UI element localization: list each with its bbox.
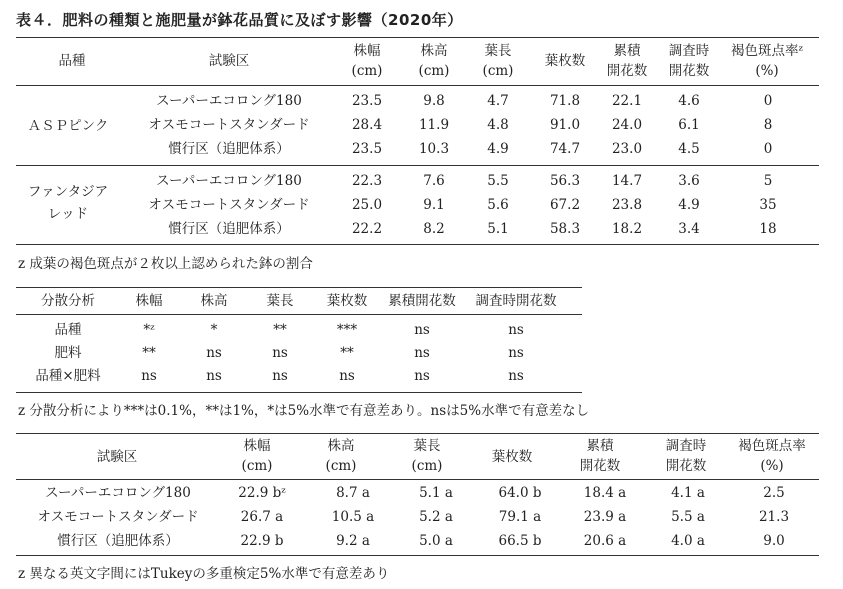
table2-value-cell: ns [272, 345, 288, 361]
table3-header-rule [16, 479, 819, 480]
table1-value-cell: 67.2 [549, 197, 581, 213]
table1-header-cell: 葉枚数 [544, 53, 586, 69]
table1-header-cell: 品種 [58, 53, 86, 69]
table1-value-cell: 18.2 [611, 221, 643, 237]
table1-value-cell: 23.8 [611, 197, 643, 213]
table2-factor-cell: 品種 [54, 322, 82, 338]
table3-value-cell: 10.5 a [331, 509, 375, 525]
table2-value-cell: *** [336, 322, 358, 338]
table1-value-cell: 4.7 [487, 93, 509, 109]
table2-header-cell: 累積開花数 [388, 293, 456, 309]
table2-factor-cell: 品種×肥料 [35, 368, 101, 384]
table1-header-cell: 累積 開花数 [606, 43, 648, 79]
table3-header-cell: 褐色斑点率 (%) [738, 438, 806, 474]
table2-value-cell: ns [414, 345, 430, 361]
table2-value-cell: ** [273, 322, 287, 338]
table2-factor-cell: 肥料 [54, 345, 82, 361]
table1-note: z 成葉の褐色斑点が２枚以上認められた鉢の割合 [18, 256, 313, 272]
table2-value-cell: ** [340, 345, 354, 361]
table3-header-cell: 葉長 (cm) [411, 438, 443, 474]
table3-value-cell: 79.1 a [498, 509, 542, 525]
table1-value-cell: 74.7 [549, 141, 581, 157]
table3-value-cell: 4.0 a [671, 533, 705, 549]
table1-bottom-rule [16, 244, 819, 245]
table1-value-cell: 23.5 [351, 93, 383, 109]
table2-value-cell: ns [414, 368, 430, 384]
table2-top-rule [16, 287, 582, 288]
table1-value-cell: 3.6 [678, 173, 700, 189]
table3-value-cell: 20.6 a [583, 533, 627, 549]
table1-value-cell: 8.2 [423, 221, 445, 237]
table2-value-cell: ns [339, 368, 355, 384]
table1-value-cell: 5.1 [487, 221, 509, 237]
table3-value-cell: 64.0 b [498, 485, 542, 501]
table1-value-cell: 3.4 [678, 221, 700, 237]
table3-bottom-rule [16, 555, 819, 556]
table2-value-cell: ns [508, 345, 524, 361]
table2-value-cell: * [210, 322, 218, 338]
table1-value-cell: 24.0 [611, 117, 643, 133]
table3-value-cell: 9.0 [763, 533, 785, 549]
table2-header-cell: 葉長 [266, 293, 294, 309]
table2-note: z 分散分析により***は0.1%，**は1%，*は5%水準で有意差あり。nsは5%水準で有意差なし [18, 403, 590, 419]
table1-value-cell: 9.8 [423, 93, 445, 109]
table2-header-cell: 調査時開花数 [475, 293, 557, 309]
table1-header-cell: 葉長 (cm) [482, 43, 514, 79]
table1-variety-label: ＡＳＰピンク [27, 118, 109, 134]
table2-header-cell: 葉枚数 [326, 293, 368, 309]
table1-header-cell: 試験区 [208, 53, 250, 69]
table2-value-cell: ns [141, 368, 157, 384]
table1-value-cell: 22.3 [351, 173, 383, 189]
table3-header-cell: 株幅 (cm) [241, 438, 273, 474]
table1-treatment-cell: スーパーエコロング180 [156, 93, 302, 109]
table1-value-cell: 35 [759, 197, 777, 213]
table2-value-cell: ** [142, 345, 156, 361]
table1-value-cell: 58.3 [549, 221, 581, 237]
table-title: 表４．肥料の種類と施肥量が鉢花品質に及ぼす影響（2020年） [16, 11, 463, 29]
table3-value-cell: 18.4 a [583, 485, 627, 501]
table1-value-cell: 5 [763, 173, 773, 189]
table2-header-rule [16, 314, 582, 315]
table3-value-cell: 5.2 a [419, 509, 453, 525]
table3-value-cell: 5.0 a [419, 533, 453, 549]
table1-value-cell: 4.9 [487, 141, 509, 157]
table1-value-cell: 4.5 [678, 141, 700, 157]
table1-group-rule [16, 165, 819, 166]
table3-treatment-cell: オスモコートスタンダード [37, 509, 199, 525]
table1-value-cell: 4.8 [487, 117, 509, 133]
table3-value-cell: 22.9 bᶻ [238, 485, 286, 501]
table1-value-cell: 22.2 [351, 221, 383, 237]
table3-value-cell: 4.1 a [671, 485, 705, 501]
table1-treatment-cell: 慣行区（追肥体系） [168, 141, 290, 157]
table1-value-cell: 25.0 [351, 197, 383, 213]
table3-value-cell: 23.9 a [583, 509, 627, 525]
table1-value-cell: 14.7 [611, 173, 643, 189]
table1-treatment-cell: 慣行区（追肥体系） [168, 221, 290, 237]
table1-treatment-cell: スーパーエコロング180 [156, 173, 302, 189]
table3-header-cell: 株高 (cm) [325, 438, 357, 474]
table1-value-cell: 22.1 [611, 93, 643, 109]
table3-value-cell: 8.7 a [336, 485, 370, 501]
table3-value-cell: 9.2 a [336, 533, 370, 549]
table3-treatment-cell: スーパーエコロング180 [45, 485, 191, 501]
table1-value-cell: 28.4 [351, 117, 383, 133]
table3-value-cell: 5.5 a [671, 509, 705, 525]
table2-value-cell: ns [206, 345, 222, 361]
table1-value-cell: 7.6 [423, 173, 445, 189]
table3-header-cell: 試験区 [96, 449, 138, 465]
table2-value-cell: ns [206, 368, 222, 384]
table2-value-cell: *ᶻ [143, 322, 155, 338]
table3-header-cell: 調査時 開花数 [665, 438, 707, 474]
table1-value-cell: 10.3 [418, 141, 450, 157]
table1-variety-label: ファンタジア レッド [27, 184, 109, 222]
table2-header-cell: 株高 [200, 293, 228, 309]
table1-value-cell: 0 [763, 141, 773, 157]
table1-value-cell: 4.6 [678, 93, 700, 109]
table1-value-cell: 8 [763, 117, 773, 133]
table2-value-cell: ns [414, 322, 430, 338]
table1-header-cell: 株高 (cm) [418, 43, 450, 79]
table3-top-rule [16, 433, 819, 434]
table1-value-cell: 56.3 [549, 173, 581, 189]
table1-value-cell: 71.8 [549, 93, 581, 109]
table3-value-cell: 5.1 a [419, 485, 453, 501]
table2-header-cell: 株幅 [135, 293, 163, 309]
table2-value-cell: ns [272, 368, 288, 384]
table3-header-cell: 累積 開花数 [579, 438, 621, 474]
table1-value-cell: 11.9 [418, 117, 450, 133]
table1-value-cell: 18 [759, 221, 777, 237]
table2-value-cell: ns [508, 368, 524, 384]
table1-value-cell: 91.0 [549, 117, 581, 133]
table2-value-cell: ns [508, 322, 524, 338]
table1-value-cell: 23.0 [611, 141, 643, 157]
table1-header-cell: 褐色斑点率ᶻ (%) [731, 43, 803, 79]
table2-bottom-rule [16, 392, 582, 393]
table1-value-cell: 9.1 [423, 197, 445, 213]
table1-header-rule [16, 85, 819, 86]
table3-value-cell: 26.7 a [240, 509, 284, 525]
table1-top-rule [16, 37, 819, 38]
table3-value-cell: 66.5 b [498, 533, 542, 549]
table1-treatment-cell: オスモコートスタンダード [148, 117, 310, 133]
table3-value-cell: 2.5 [763, 485, 785, 501]
table1-value-cell: 6.1 [678, 117, 700, 133]
table1-value-cell: 5.5 [487, 173, 509, 189]
table1-value-cell: 5.6 [487, 197, 509, 213]
table3-header-cell: 葉枚数 [491, 449, 533, 465]
table1-value-cell: 0 [763, 93, 773, 109]
table3-treatment-cell: 慣行区（追肥体系） [57, 533, 179, 549]
table2-header-cell: 分散分析 [41, 293, 95, 309]
table3-value-cell: 21.3 [758, 509, 790, 525]
table1-treatment-cell: オスモコートスタンダード [148, 197, 310, 213]
table1-value-cell: 4.9 [678, 197, 700, 213]
table1-header-cell: 株幅 (cm) [351, 43, 383, 79]
table3-note: z 異なる英文字間にはTukeyの多重検定5%水準で有意差あり [18, 566, 390, 582]
table1-value-cell: 23.5 [351, 141, 383, 157]
table3-value-cell: 22.9 b [240, 533, 284, 549]
table1-header-cell: 調査時 開花数 [668, 43, 710, 79]
